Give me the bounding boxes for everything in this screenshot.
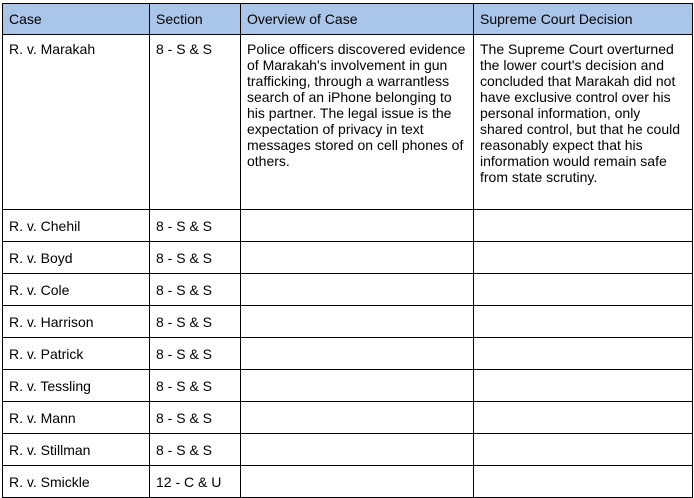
- table-row: [3, 274, 693, 306]
- cell-case[interactable]: R. v. Mann: [3, 402, 150, 434]
- cell-decision[interactable]: The Supreme Court overturned the lower court's decision and concluded that Marakah did not have exclusive control over his personal information, only shared control, but that he could reasonably expect that his information would remain safe from state scrutiny.: [474, 35, 693, 210]
- header-case[interactable]: Case: [3, 4, 150, 35]
- cell-overview[interactable]: [241, 210, 474, 242]
- cell-case[interactable]: R. v. Patrick: [3, 338, 150, 370]
- cell-case[interactable]: R. v. Cole: [3, 274, 150, 306]
- header-section[interactable]: Section: [150, 4, 241, 35]
- cell-decision[interactable]: [474, 434, 693, 466]
- cell-decision[interactable]: [474, 370, 693, 402]
- cell-section[interactable]: 8 - S & S: [150, 210, 241, 242]
- table-row: [3, 306, 693, 338]
- table-row: [3, 402, 693, 434]
- cell-overview[interactable]: [241, 466, 474, 498]
- cell-decision[interactable]: [474, 242, 693, 274]
- header-row: [3, 4, 693, 35]
- header-decision[interactable]: Supreme Court Decision: [474, 4, 693, 35]
- cell-section[interactable]: 8 - S & S: [150, 306, 241, 338]
- header-overview[interactable]: Overview of Case: [241, 4, 474, 35]
- table-row: [3, 370, 693, 402]
- cell-case[interactable]: R. v. Tessling: [3, 370, 150, 402]
- cell-case[interactable]: R. v. Chehil: [3, 210, 150, 242]
- cell-case[interactable]: R. v. Stillman: [3, 434, 150, 466]
- cell-decision[interactable]: [474, 466, 693, 498]
- cell-decision[interactable]: [474, 338, 693, 370]
- cell-section[interactable]: 8 - S & S: [150, 338, 241, 370]
- cell-overview[interactable]: [241, 338, 474, 370]
- cell-section[interactable]: 8 - S & S: [150, 274, 241, 306]
- cell-section[interactable]: 8 - S & S: [150, 402, 241, 434]
- cell-overview[interactable]: [241, 274, 474, 306]
- cell-overview[interactable]: [241, 434, 474, 466]
- cell-section[interactable]: 8 - S & S: [150, 370, 241, 402]
- table-row: [3, 338, 693, 370]
- cell-case[interactable]: R. v. Smickle: [3, 466, 150, 498]
- cell-section[interactable]: 12 - C & U: [150, 466, 241, 498]
- table-body: [3, 35, 693, 498]
- cell-decision[interactable]: [474, 274, 693, 306]
- table-row: [3, 242, 693, 274]
- cell-overview[interactable]: [241, 370, 474, 402]
- table-header: [3, 4, 693, 35]
- cell-overview[interactable]: Police officers discovered evidence of Marakah's involvement in gun trafficking, through a warrantless search of an iPhone belonging to his partner. The legal issue is the expectation of privacy in text messages stored on cell phones of others.: [241, 35, 474, 210]
- cell-section[interactable]: 8 - S & S: [150, 35, 241, 210]
- cell-case[interactable]: R. v. Marakah: [3, 35, 150, 210]
- cell-section[interactable]: 8 - S & S: [150, 434, 241, 466]
- table-row: [3, 434, 693, 466]
- cell-overview[interactable]: [241, 242, 474, 274]
- table-row: [3, 35, 693, 210]
- table-row: [3, 210, 693, 242]
- table-row: [3, 466, 693, 498]
- cell-overview[interactable]: [241, 306, 474, 338]
- cell-decision[interactable]: [474, 210, 693, 242]
- cell-case[interactable]: R. v. Harrison: [3, 306, 150, 338]
- case-table: [2, 3, 693, 498]
- cell-section[interactable]: 8 - S & S: [150, 242, 241, 274]
- cell-decision[interactable]: [474, 306, 693, 338]
- cell-case[interactable]: R. v. Boyd: [3, 242, 150, 274]
- cell-overview[interactable]: [241, 402, 474, 434]
- cell-decision[interactable]: [474, 402, 693, 434]
